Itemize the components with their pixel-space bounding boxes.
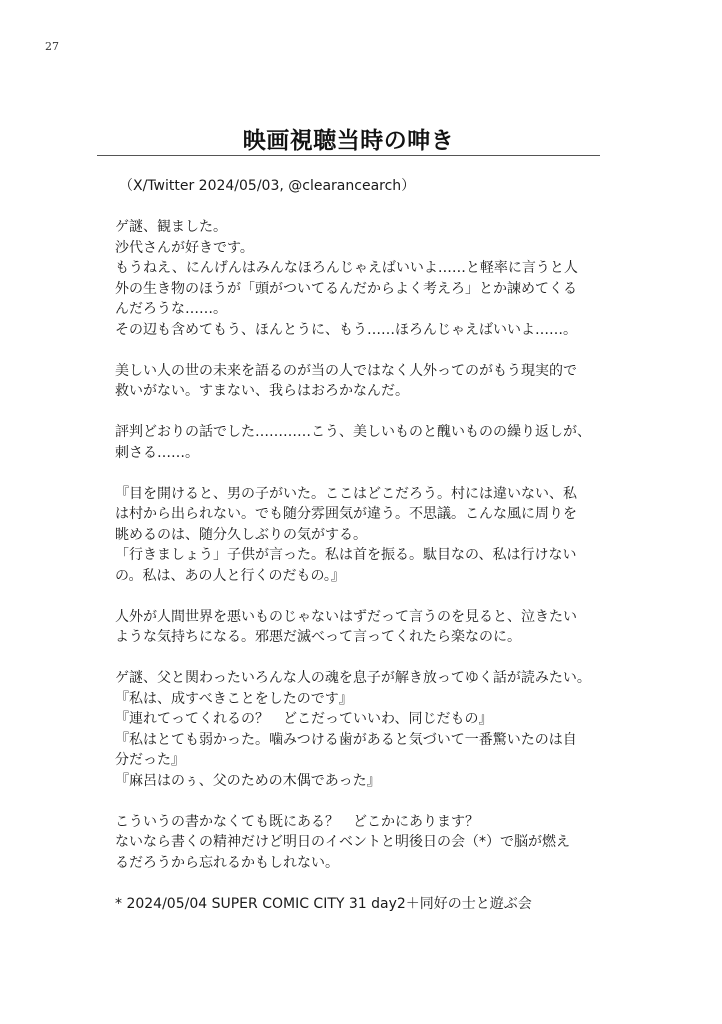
text-line: 人外が人間世界を悪いものじゃないはずだって言うのを見ると、泣きたい	[115, 608, 577, 625]
text-line: 刺さる……。	[115, 444, 199, 461]
body-lines	[115, 217, 595, 914]
text-line: ゲ謎、観ました。	[115, 219, 227, 235]
text-line: 『連れてってくれるの？ どこだっていいわ、同じだもの』	[115, 711, 493, 727]
text-line: 評判どおりの話でした…………こう、美しいものと醜いものの繰り返しが、	[115, 424, 591, 440]
text-line: んだろうな……。	[115, 301, 227, 317]
paragraph-gap	[115, 463, 595, 484]
text-line: るだろうから忘れるかもしれない。	[115, 854, 339, 871]
text-line: の。私は、あの人と行くのだもの。』	[115, 567, 345, 584]
text-line: 『私は、成すべきことをしたのです』	[115, 690, 353, 707]
text-line: もうねえ、にんげんはみんなほろんじゃえばいいよ……と軽率に言うと人	[115, 260, 578, 276]
text-line: その辺も含めてもう、ほんとうに、もう……ほろんじゃえばいいよ……。	[115, 321, 577, 338]
paragraph-gap	[115, 873, 595, 894]
paragraph-gap	[115, 648, 595, 669]
text-line: 『麻呂はのぅ、父のための木偶であった』	[115, 772, 381, 789]
source-citation: （X/Twitter 2024/05/03, @clearancearch）	[119, 178, 416, 194]
text-line: 『私はとても弱かった。噛みつける歯があると気づいて一番驚いたのは自	[115, 731, 577, 748]
text-line: 救いがない。すまない、我らはおろかなんだ。	[115, 383, 409, 399]
text-line: ないなら書くの精神だけど明日のイベントと明後日の会（*）で脳が燃え	[115, 834, 570, 850]
text-line: 「行きましょう」子供が言った。私は首を振る。駄目なの、私は行けない	[115, 547, 577, 563]
text-line: ゲ謎、父と関わったいろんな人の魂を息子が解き放ってゆく話が読みたい。	[115, 670, 591, 686]
text-line: * 2024/05/04 SUPER COMIC CITY 31 day2＋同好の士と遊ぶ会	[115, 895, 532, 912]
text-line: ような気持ちになる。邪悪だ滅べって言ってくれたら楽なのに。	[115, 629, 521, 645]
text-line: 『目を開けると、男の子がいた。ここはどこだろう。村には違いない、私	[115, 485, 577, 502]
body-text	[115, 176, 595, 914]
text-line: 美しい人の世の未来を語るのが当の人ではなく人外ってのがもう現実的で	[115, 362, 577, 379]
page-title: 映画視聴当時の呻き	[242, 128, 455, 154]
paragraph-gap	[115, 402, 595, 423]
text-line: は村から出られない。でも随分雰囲気が違う。不思議。こんな風に周りを	[115, 506, 577, 522]
paragraph-gap	[115, 791, 595, 812]
text-line: こういうの書かなくても既にある？ どこかにあります？	[115, 813, 479, 830]
page-number: 27	[45, 40, 59, 53]
text-line: 分だった』	[115, 752, 185, 768]
title-divider	[97, 155, 600, 156]
paragraph-gap	[115, 586, 595, 607]
text-line: 沙代さんが好きです。	[115, 239, 254, 256]
text-line: 眺めるのは、随分久しぶりの気がする。	[115, 526, 367, 543]
paragraph-gap	[115, 197, 595, 218]
paragraph-gap	[115, 340, 595, 361]
text-line: 外の生き物のほうが「頭がついてるんだからよく考えろ」とか諫めてくる	[115, 280, 577, 297]
